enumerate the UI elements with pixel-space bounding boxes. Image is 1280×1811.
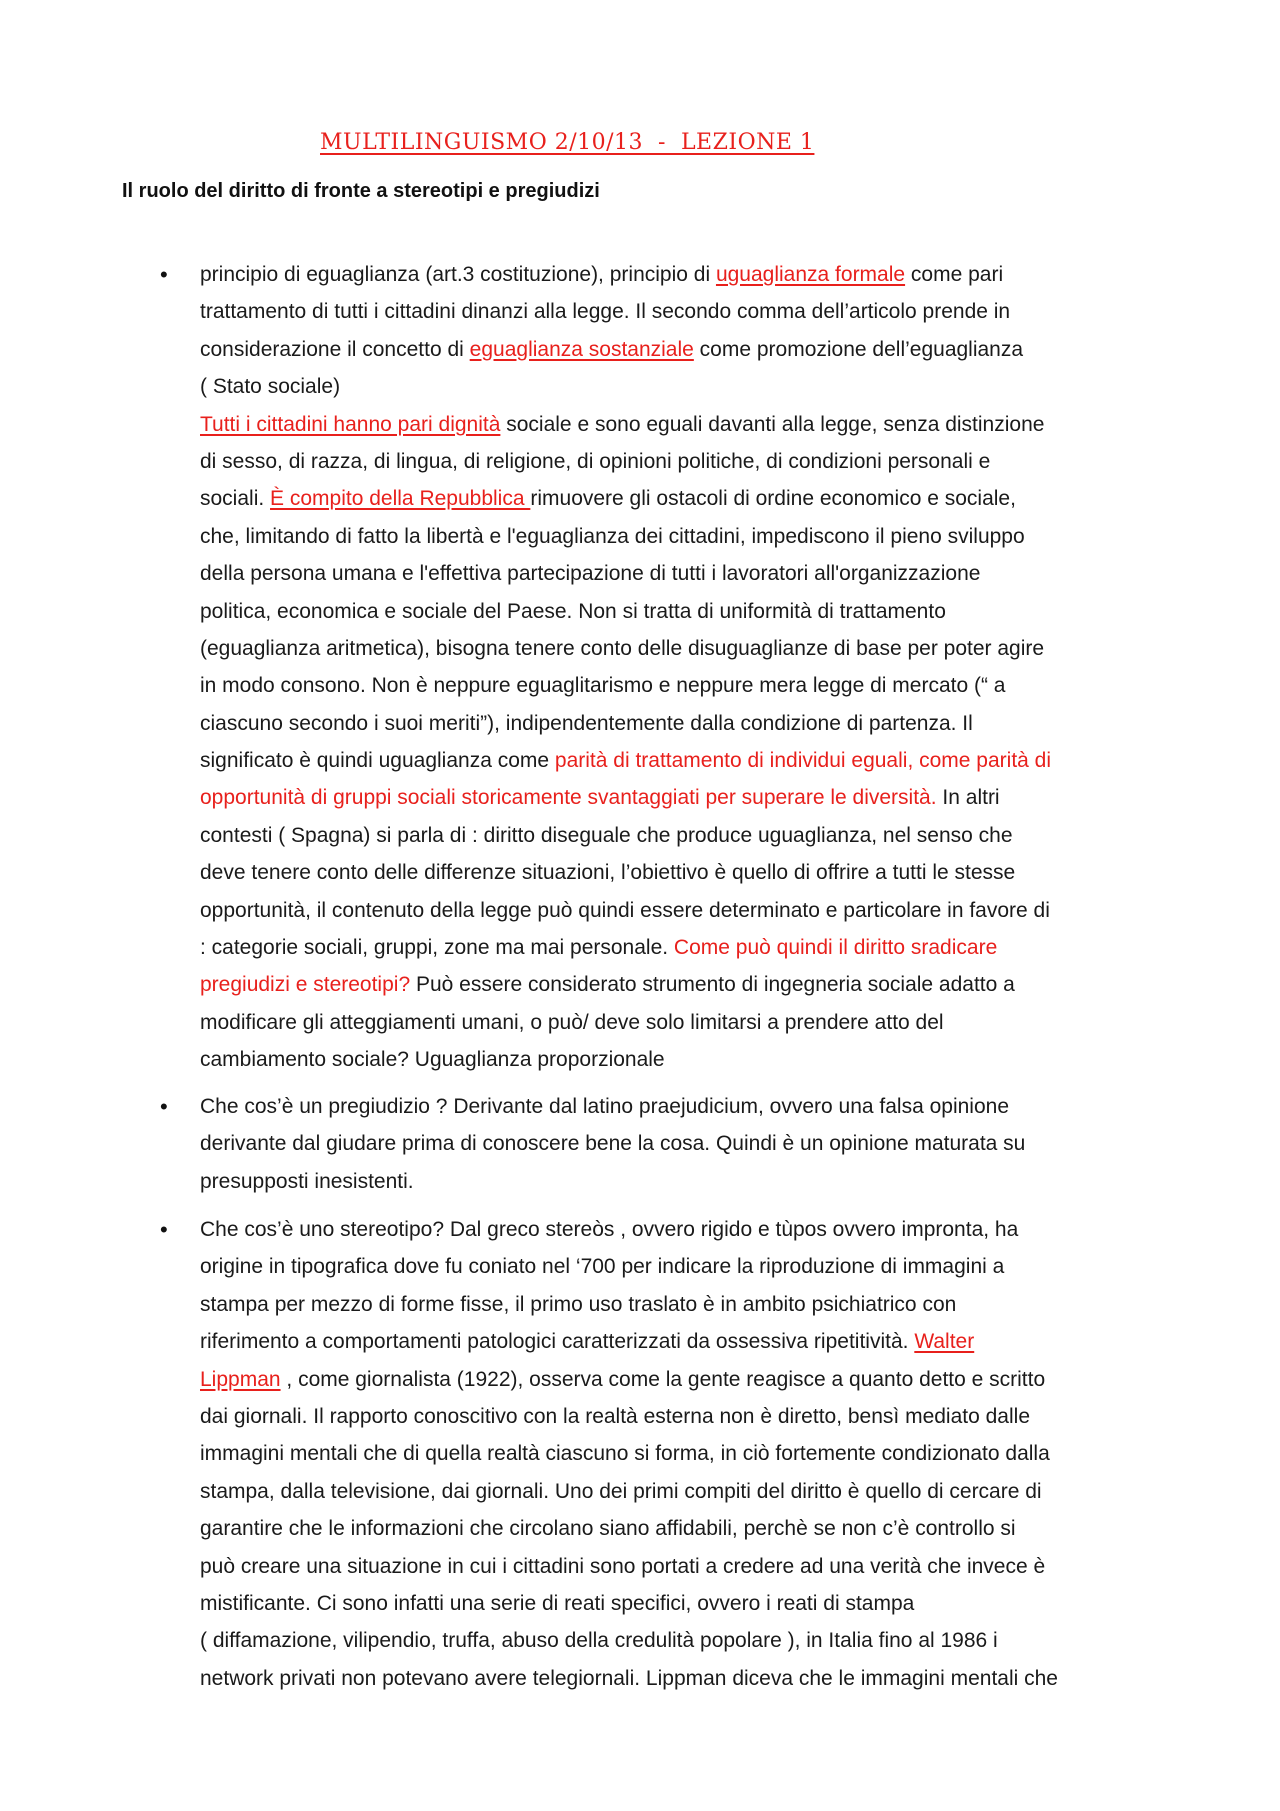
- text-run: network privati non potevano avere telegiornali. Lippman diceva che le immagini mentali che: [200, 1666, 1058, 1690]
- text-line: [200, 406, 1160, 443]
- text-line: [200, 1211, 1160, 1248]
- text-run: stampa per mezzo di forme fisse, il primo uso traslato è in ambito psichiatrico con: [200, 1292, 957, 1316]
- text-run: (eguaglianza aritmetica), bisogna tenere conto delle disuguaglianze di base per poter agire: [200, 636, 1045, 660]
- text-line: [200, 518, 1160, 555]
- text-run: principio di eguaglianza (art.3 costituzione), principio di: [200, 263, 716, 286]
- text-line: [200, 779, 1160, 816]
- text-line: [200, 1323, 1160, 1360]
- document-subtitle: Il ruolo del diritto di fronte a stereotipi e pregiudizi: [122, 180, 600, 202]
- text-run: può creare una situazione in cui i cittadini sono portati a credere ad una verità che invece è: [200, 1554, 1046, 1578]
- text-line: [200, 1004, 1160, 1041]
- text-line: [200, 892, 1160, 929]
- bullet-dot: •: [160, 1094, 168, 1119]
- highlighted-phrase: Lippman: [200, 1367, 281, 1391]
- highlighted-phrase: opportunità di gruppi sociali storicamente svantaggiati per superare le diversità.: [200, 786, 937, 810]
- highlighted-phrase: pregiudizi e stereotipi?: [200, 973, 411, 997]
- text-run: riferimento a comportamenti patologici caratterizzati da ossessiva ripetitività.: [200, 1330, 915, 1354]
- text-run: Che cos’è un pregiudizio ? Derivante dal latino praejudicium, ovvero una falsa opinione: [200, 1095, 1009, 1118]
- text-run: cambiamento sociale? Uguaglianza proporzionale: [200, 1048, 665, 1072]
- bullet-text: [200, 1088, 1160, 1200]
- text-run: come pari: [905, 263, 1004, 286]
- text-line: [200, 1585, 1160, 1622]
- text-line: [200, 555, 1160, 592]
- text-run: rimuovere gli ostacoli di ordine economico e sociale,: [530, 487, 1016, 511]
- document-title: MULTILINGUISMO 2/10/13 - LEZIONE 1: [320, 130, 815, 155]
- text-line: [200, 1548, 1160, 1585]
- highlighted-phrase: eguaglianza sostanziale: [469, 337, 694, 361]
- text-run: immagini mentali che di quella realtà ciascuno si forma, in ciò fortemente condizionato dalla: [200, 1442, 1050, 1466]
- text-run: presupposti inesistenti.: [200, 1169, 414, 1193]
- bullet-dot: •: [160, 1217, 168, 1242]
- bullet-item: [160, 256, 1160, 1079]
- text-line: [200, 667, 1160, 704]
- text-run: , come giornalista (1922), osserva come la gente reagisce a quanto detto e scritto: [280, 1367, 1046, 1391]
- text-run: come promozione dell’eguaglianza: [693, 337, 1024, 361]
- text-line: [200, 1435, 1160, 1472]
- highlighted-phrase: Tutti i cittadini hanno pari dignità: [200, 412, 501, 436]
- text-run: : categorie sociali, gruppi, zone ma mai personale.: [200, 936, 674, 960]
- highlighted-phrase: È compito della Repubblica: [270, 487, 531, 511]
- text-line: [200, 1286, 1160, 1323]
- text-line: [200, 1088, 1160, 1125]
- bullet-dot: •: [160, 262, 168, 287]
- text-run: In altri: [936, 786, 1000, 810]
- text-run: di sesso, di razza, di lingua, di religione, di opinioni politiche, di condizioni personali e: [200, 449, 991, 473]
- text-line: [200, 1510, 1160, 1547]
- text-run: Che cos’è uno stereotipo? Dal greco stereòs , ovvero rigido e tùpos ovvero impronta, ha: [200, 1218, 1019, 1241]
- text-line: [200, 1163, 1160, 1200]
- text-line: [200, 1398, 1160, 1435]
- text-line: [200, 593, 1160, 630]
- text-line: [200, 705, 1160, 742]
- text-run: Può essere considerato strumento di ingegneria sociale adatto a: [410, 973, 1015, 997]
- text-line: [200, 331, 1160, 368]
- text-run: politica, economica e sociale del Paese. Non si tratta di uniformità di trattamento: [200, 599, 946, 623]
- highlighted-phrase: Come può quindi il diritto sradicare: [673, 936, 998, 960]
- text-line: [200, 256, 1160, 293]
- text-run: sociale e sono eguali davanti alla legge, senza distinzione: [500, 412, 1045, 436]
- text-run: opportunità, il contenuto della legge può quindi essere determinato e particolare in favore di: [200, 898, 1050, 922]
- text-run: derivante dal giudare prima di conoscere bene la cosa. Quindi è un opinione maturata su: [200, 1132, 1026, 1156]
- text-run: modificare gli atteggiamenti umani, o può/ deve solo limitarsi a prendere atto del: [200, 1010, 944, 1034]
- text-line: [200, 1361, 1160, 1398]
- bullet-text: [200, 1211, 1160, 1697]
- text-run: significato è quindi uguaglianza come: [200, 749, 555, 773]
- text-line: [200, 1041, 1160, 1078]
- text-line: [200, 742, 1160, 779]
- text-line: [200, 1473, 1160, 1510]
- text-line: [200, 368, 1160, 405]
- text-run: garantire che le informazioni che circolano siano affidabili, perchè se non c’è controllo si: [200, 1517, 1016, 1541]
- highlighted-phrase: parità di trattamento di individui eguali, come parità di: [554, 749, 1052, 773]
- text-run: considerazione il concetto di: [200, 337, 470, 361]
- bullet-text: [200, 256, 1160, 1079]
- bullet-item: [160, 1211, 1160, 1697]
- text-run: ( Stato sociale): [200, 375, 341, 399]
- text-run: ciascuno secondo i suoi meriti”), indipendentemente dalla condizione di partenza. Il: [200, 711, 973, 735]
- text-run: contesti ( Spagna) si parla di : diritto diseguale che produce uguaglianza, nel senso che: [200, 823, 1013, 847]
- text-line: [200, 630, 1160, 667]
- text-run: mistificante. Ci sono infatti una serie di reati specifici, ovvero i reati di stampa: [200, 1591, 915, 1615]
- text-line: [200, 854, 1160, 891]
- highlighted-phrase: uguaglianza formale: [715, 263, 906, 286]
- text-line: [200, 1125, 1160, 1162]
- text-line: [200, 929, 1160, 966]
- text-line: [200, 1622, 1160, 1659]
- text-line: [200, 1248, 1160, 1285]
- text-line: [200, 966, 1160, 1003]
- text-line: [200, 1660, 1160, 1697]
- text-line: [200, 293, 1160, 330]
- bullet-item: [160, 1088, 1160, 1200]
- text-run: della persona umana e l'effettiva partecipazione di tutti i lavoratori all'organizzazione: [200, 562, 981, 586]
- text-run: stampa, dalla televisione, dai giornali. Uno dei primi compiti del diritto è quello di cercare di: [200, 1479, 1042, 1503]
- text-run: origine in tipografica dove fu coniato nel ‘700 per indicare la riproduzione di immagini a: [200, 1255, 1005, 1279]
- text-line: [200, 443, 1160, 480]
- text-line: [200, 480, 1160, 517]
- text-run: ( diffamazione, vilipendio, truffa, abuso della credulità popolare ), in Italia fino al 1986 i: [200, 1629, 998, 1653]
- text-run: sociali.: [200, 487, 271, 511]
- text-line: [200, 817, 1160, 854]
- text-run: dai giornali. Il rapporto conoscitivo con la realtà esterna non è diretto, bensì mediato dalle: [200, 1404, 1030, 1428]
- text-run: che, limitando di fatto la libertà e l'eguaglianza dei cittadini, impediscono il pieno sviluppo: [200, 524, 1025, 548]
- text-run: in modo consono. Non è neppure eguaglitarismo e neppure mera legge di mercato (“ a: [200, 674, 1006, 698]
- highlighted-phrase: Walter: [914, 1330, 975, 1354]
- text-run: trattamento di tutti i cittadini dinanzi alla legge. Il secondo comma dell’articolo prende in: [200, 300, 1011, 324]
- text-run: deve tenere conto delle differenze situazioni, l’obiettivo è quello di offrire a tutti le stesse: [200, 861, 1016, 885]
